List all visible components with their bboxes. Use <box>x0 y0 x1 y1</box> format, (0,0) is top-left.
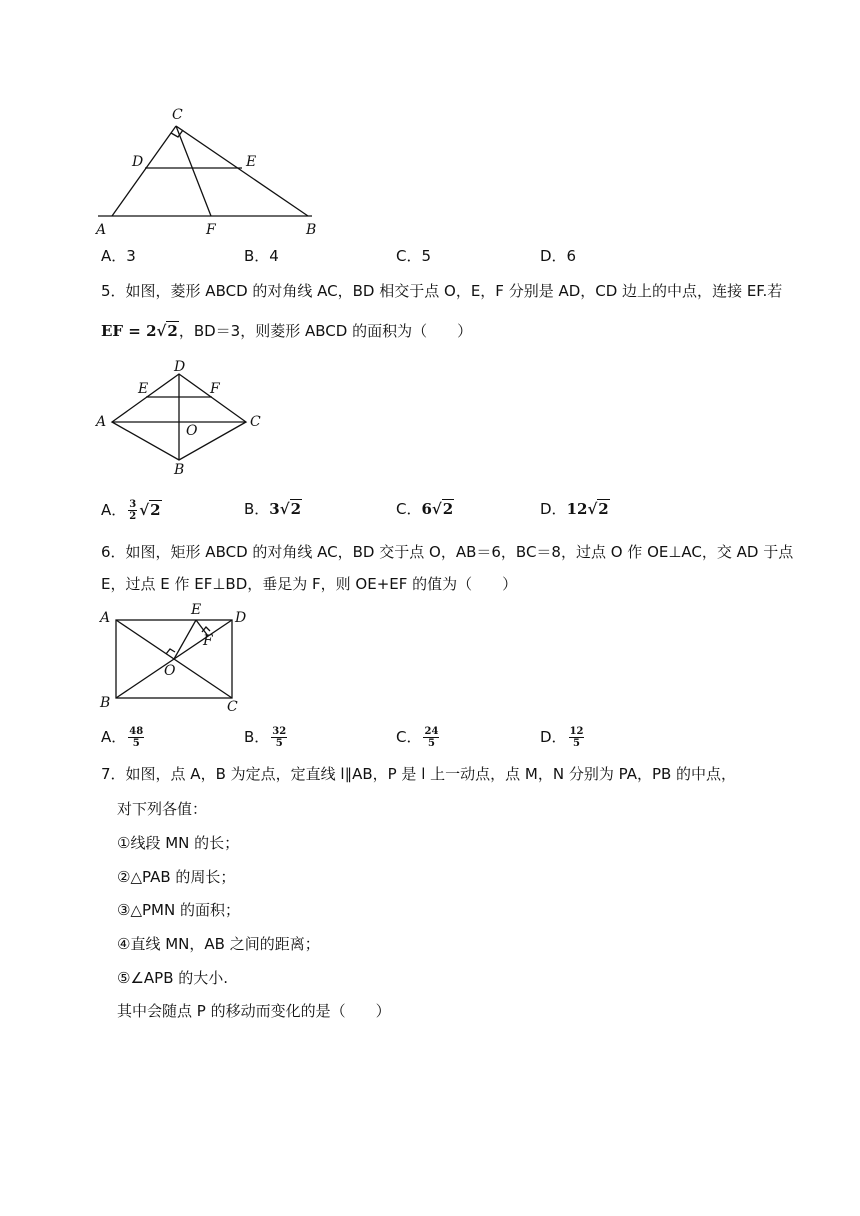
q5-option-a: A． $\frac{3}{2}$ √2 <box>101 499 161 522</box>
q4-label-e: E <box>246 154 257 170</box>
q7-item-4: ④直线 MN，AB 之间的距离； <box>117 935 320 953</box>
q5-label-f: F <box>210 381 220 397</box>
q7-item-5: ⑤∠APB 的大小. <box>117 969 229 987</box>
q4-line-cf <box>176 126 211 216</box>
q4-option-b: B．4 <box>244 247 279 265</box>
q7-item-2: ②△PAB 的周长； <box>117 868 236 886</box>
q6-right-angle-mark-f <box>202 627 210 632</box>
q5-text-line2 <box>101 321 472 341</box>
q6-option-d: D． $\frac{12}{5}$ <box>540 726 584 749</box>
q5-option-b: B．3√2 <box>244 500 302 518</box>
q4-line-ac <box>112 126 176 216</box>
q5-label-c: C <box>250 414 261 430</box>
q4-figure <box>90 100 330 240</box>
q4-label-f: F <box>206 222 216 238</box>
q6-label-f: F <box>203 633 213 649</box>
q7-text-line2: 对下列各值： <box>117 800 208 818</box>
q5-text-line2-rest: ，BD＝3，则菱形 ABCD 的面积为（ ） <box>178 322 473 340</box>
q5-ef-expr: EF = 2 <box>101 322 157 340</box>
q6-label-d: D <box>235 610 247 626</box>
q5-label-e: E <box>138 381 149 397</box>
q4-label-c: C <box>172 107 183 123</box>
q6-label-a: A <box>100 610 111 626</box>
q6-label-c: C <box>227 699 238 715</box>
q7-text-line1: 7．如图，点 A，B 为定点，定直线 l∥AB，P 是 l 上一动点，点 M，N 分别为 PA，PB 的中点， <box>101 765 737 783</box>
q6-label-b: B <box>100 695 111 711</box>
q6-text-line1: 6．如图，矩形 ABCD 的对角线 AC，BD 交于点 O，AB＝6，BC＝8，过点 O 作 OE⊥AC，交 AD 于点 <box>101 543 794 561</box>
q5-ef-sqrt: √2 <box>156 322 178 340</box>
q5-label-b: B <box>174 462 185 478</box>
q4-option-a: A．3 <box>101 247 136 265</box>
q5-figure <box>90 355 280 480</box>
q7-question: 其中会随点 P 的移动而变化的是（ ） <box>117 1002 391 1020</box>
q7-item-3: ③△PMN 的面积； <box>117 901 240 919</box>
q6-figure <box>96 600 256 715</box>
q6-option-b: B． $\frac{32}{5}$ <box>244 726 287 749</box>
q6-option-c: C． $\frac{24}{5}$ <box>396 726 439 749</box>
q5-text-line1: 5．如图，菱形 ABCD 的对角线 AC，BD 相交于点 O，E，F 分别是 AD，CD 边上的中点，连接 EF.若 <box>101 282 783 300</box>
q4-label-b: B <box>306 222 317 238</box>
q6-label-e: E <box>191 602 202 618</box>
q5-option-c: C．6√2 <box>396 500 454 518</box>
q4-option-c: C．5 <box>396 247 432 265</box>
q4-option-d: D．6 <box>540 247 577 265</box>
q5-label-a: A <box>96 414 107 430</box>
q4-label-a: A <box>96 222 107 238</box>
q6-label-o: O <box>164 663 176 679</box>
q6-text-line2: E，过点 E 作 EF⊥BD，垂足为 F，则 OE+EF 的值为（ ） <box>101 575 518 593</box>
q5-option-d: D．12√2 <box>540 500 609 518</box>
q7-item-1: ①线段 MN 的长； <box>117 834 240 852</box>
q6-right-angle-mark-o <box>166 649 175 654</box>
q4-line-cb <box>176 126 308 216</box>
q5-label-o: O <box>186 423 198 439</box>
q6-option-a: A． $\frac{48}{5}$ <box>101 726 144 749</box>
q6-line-oe <box>174 620 196 659</box>
q4-label-d: D <box>132 154 144 170</box>
q5-label-d: D <box>174 359 186 375</box>
